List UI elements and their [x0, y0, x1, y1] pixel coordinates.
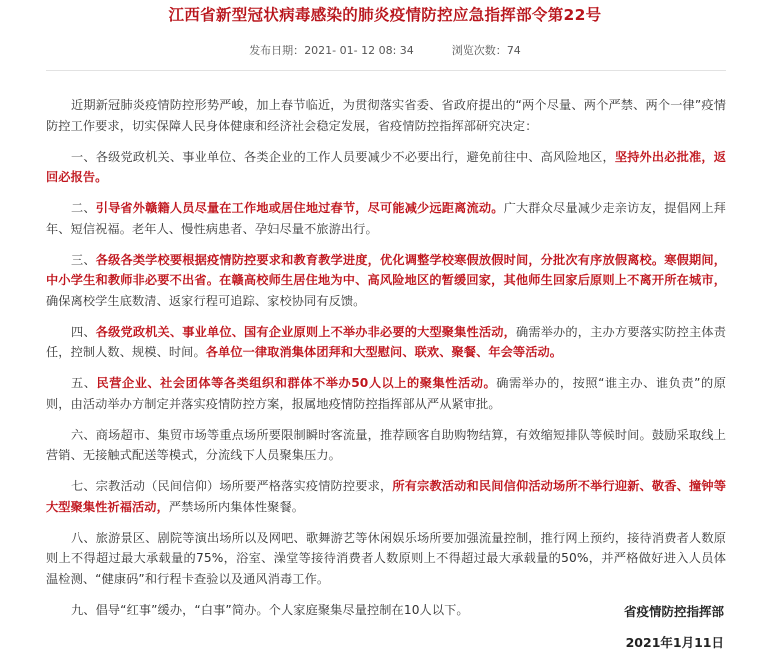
header-divider	[46, 70, 726, 71]
text-normal: 九、倡导“红事”缓办，“白事”简办。个人家庭聚集尽量控制在10人以下。	[71, 602, 469, 617]
text-normal: 广大群众尽量减少走亲访友，提倡网上拜年、短信祝福。老年人、慢性病患者、孕妇尽量不旅游出行。	[46, 201, 726, 236]
paragraph-1	[46, 147, 726, 188]
text-emphasis: 民营企业、社会团体等各类组织和群体不举办50人以上的聚集性活动。	[96, 376, 497, 390]
paragraph-2	[46, 198, 726, 239]
text-normal: 五、	[71, 376, 97, 390]
text-emphasis: 各单位一律取消集体团拜和大型慰问、联欢、聚餐、年会等活动。	[205, 345, 563, 359]
text-normal: 七、宗教活动（民间信仰）场所要严格落实疫情防控要求，	[71, 479, 393, 493]
text-emphasis: 引导省外赣籍人员尽量在工作地或居住地过春节，尽可能减少远距离流动。	[95, 201, 504, 215]
publish-label: 发布日期：	[249, 44, 305, 57]
views-label: 浏览次数：	[451, 44, 507, 57]
text-emphasis: 各级党政机关、事业单位、国有企业原则上不举办非必要的大型聚集性活动，	[95, 324, 516, 339]
signature-org: 省疫情防控指挥部	[623, 604, 724, 619]
text-emphasis: 坚持外出必批准，返回必报告。	[46, 149, 726, 184]
text-normal: 四、	[71, 324, 96, 339]
signature-date: 2021年1月11日	[625, 635, 724, 650]
paragraph-8	[46, 528, 726, 590]
text-normal: 近期新冠肺炎疫情防控形势严峻，加上春节临近，为贯彻落实省委、省政府提出的“两个尽量、两个严禁、两个一律”疫情防控工作要求，切实保障人民身体健康和经济社会稳定发展，省疫情防控指挥部研究决定：	[46, 98, 726, 133]
publish-date: 2021- 01- 12 08: 34	[304, 44, 414, 57]
text-emphasis: 所有宗教活动和民间信仰活动场所不举行迎新、敬香、撞钟等大型聚集性祈福活动，	[46, 479, 726, 514]
views-count: 74	[506, 44, 521, 57]
text-normal: 确需举办的，按照“谁主办、谁负责”的原则，由活动举办方制定并落实疫情防控方案，报属地疫情防控指挥部从严从紧审批。	[46, 376, 727, 411]
paragraph-5	[46, 373, 726, 414]
text-normal: 严禁场所内集体性聚餐。	[168, 499, 305, 514]
article-body	[46, 95, 726, 631]
text-emphasis: 各级各类学校要根据疫情防控要求和教育教学进度，优化调整学校寒假放假时间，分批次有序放假离校。寒假期间，中小学生和教师非必要不出省。在赣高校师生居住地为中、高风险地区的暂缓回家，其他师生回家后原则上不离开所在城市，	[46, 252, 727, 287]
text-normal: 一、各级党政机关、事业单位、各类企业的工作人员要减少不必要出行，避免前往中、高风险地区，	[71, 149, 615, 164]
text-normal: 八、旅游景区、剧院等演出场所以及网吧、歌舞游艺等休闲娱乐场所要加强流量控制，推行网上预约，接待消费者人数原则上不得超过最大承载量的75%，浴室、澡堂等接待消费者人数原则上不得超过最大承载量的50%，并严格做好进入人员体温检测、“健康码”和行程卡查验以及通风消毒工作。	[46, 530, 726, 586]
article-meta	[0, 44, 770, 58]
page-title: 江西省新型冠状病毒感染的肺炎疫情防控应急指挥部令第22号	[168, 6, 602, 24]
text-normal: 六、商场超市、集贸市场等重点场所要限制瞬时客流量，推荐顾客自助购物结算，有效缩短排队等候时间。鼓励采取线上营销、无接触式配送等模式，分流线下人员聚集压力。	[46, 427, 726, 462]
paragraph-3	[46, 250, 726, 312]
paragraph-6	[46, 425, 726, 466]
paragraph-4	[46, 322, 726, 363]
paragraph-7	[46, 476, 726, 517]
text-normal: 确需举办的，主办方要落实防控主体责任，控制人数、规模、时间。	[46, 324, 727, 359]
text-normal: 三、	[71, 252, 96, 267]
text-normal: 确保离校学生底数清、返家行程可追踪、家校协同有反馈。	[46, 293, 366, 308]
text-normal: 二、	[71, 201, 96, 215]
paragraph-intro	[46, 95, 726, 136]
